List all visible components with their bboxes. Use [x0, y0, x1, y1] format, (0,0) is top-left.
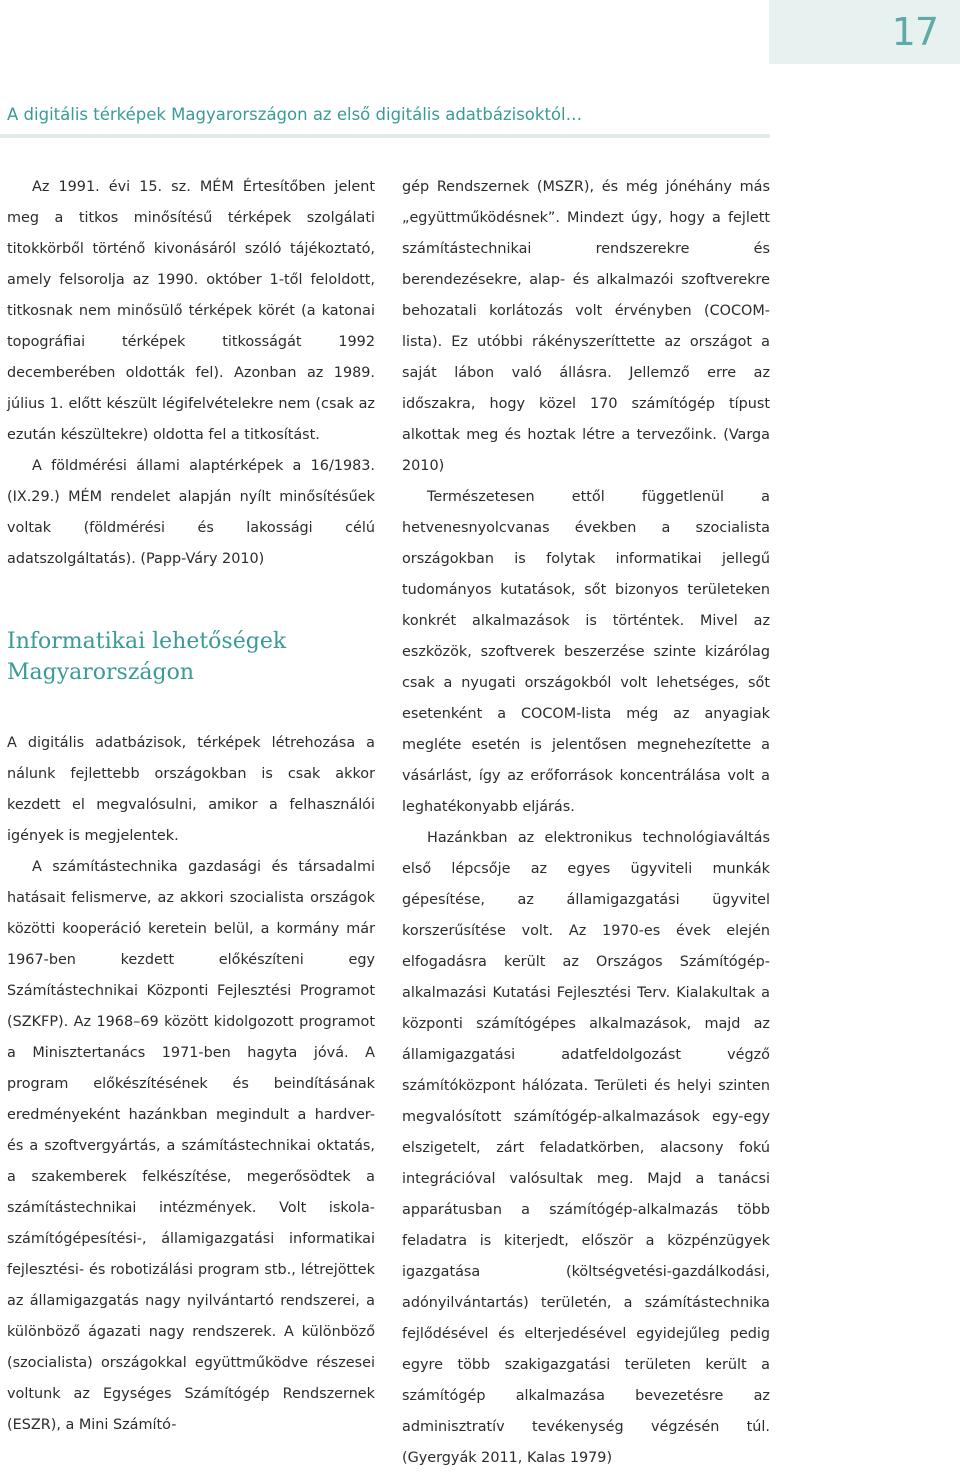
- spacer: [7, 575, 375, 626]
- left-paragraph-3: A digitális adatbázisok, térképek létrehozása a nálunk fejlettebb országokban is csak akkor kezdett el megvalósulni, amikor a felhasználói igények is megjelentek.: [7, 735, 375, 844]
- left-column: [7, 172, 375, 1441]
- left-paragraph-1: Az 1991. évi 15. sz. MÉM Értesítőben jelent meg a titkos minősítésű térképek szolgálati titokkörből történő kivonásáról szóló tájékoztató, amely felsorolja az 1990. október 1-től feloldott, titkosnak nem minősülő térképek körét (a katonai topográfiai térképek titkosságát 1992 decemberében oldották fel). Azonban az 1989. július 1. előtt készült légifelvételekre nem (csak az ezután készültekre) oldotta fel a titkosítást.: [7, 179, 375, 443]
- section-heading-line-1: Informatikai lehetőségek: [7, 629, 287, 654]
- left-paragraph-4: A számítástechnika gazdasági és társadalmi hatásait felismerve, az akkori szocialista országok közötti kooperáció keretein belül, a kormány már 1967-ben kezdett előkészíteni egy Számítástechnikai Központi Fejlesztési Programot (SZKFP). Az 1968–69 között kidolgozott programot a Minisztertanács 1971-ben hagyta jóvá. A program előkészítésének és beindításának eredményeként hazánkban megindult a hardver- és a szoftvergyártás, a számítástechnikai oktatás, a szakemberek felkészítése, megerősödtek a számítástechnikai intézmények. Volt iskola-számítógépesítési-, államigazgatási informatikai fejlesztési- és robotizálási program stb., létrejöttek az államigazgatás nagy nyilvántartó rendszerei, a különböző ágazati nagy rendszerek. A különböző (szocialista) országokkal együttműködve részesei voltunk az Egységes Számítógép Rendszernek (ESZR), a Mini Számító-: [7, 859, 375, 1433]
- spacer: [7, 688, 375, 728]
- right-paragraph-1: gép Rendszernek (MSZR), és még jónéhány más „együttműködésnek”. Mindezt úgy, hogy a fejlett számítástechnikai rendszerekre és berendezésekre, alap- és alkalmazói szoftverekre behozatali korlátozás volt érvényben (COCOM-lista). Ez utóbbi rákényszeríttette az országot a saját lábon való állásra. Jellemző erre az időszakra, hogy közel 170 számítógép típust alkottak meg és hoztak létre a tervezőink. (Varga 2010): [402, 179, 770, 474]
- page-number: 17: [891, 10, 938, 54]
- section-heading: [7, 626, 375, 688]
- running-head: A digitális térképek Magyarországon az első digitális adatbázisoktól…: [7, 105, 583, 124]
- right-paragraph-2: Természetesen ettől függetlenül a hetvenesnyolcvanas években a szocialista országokban is folytak informatikai jellegű tudományos kutatások, sőt bizonyos területeken konkrét alkalmazások is történtek. Mivel az eszközök, szoftverek beszerzése szinte kizárólag csak a nyugati országokból volt lehetséges, sőt esetenként a COCOM-lista még az anyagiak megléte esetén is jelentősen megnehezítette a vásárlást, így az erőforrások koncentrálása volt a leghatékonyabb eljárás.: [402, 489, 770, 815]
- section-heading-line-2: Magyarországon: [7, 660, 195, 685]
- right-paragraph-3: Hazánkban az elektronikus technológiaváltás első lépcsője az egyes ügyviteli munkák gépesítése, az államigazgatási ügyvitel korszerűsítése volt. Az 1970-es évek elején elfogadásra került az Országos Számítógép-alkalmazási Kutatási Fejlesztési Terv. Kialakultak a központi számítógépes alkalmazások, majd az államigazgatási adatfeldolgozást végző számítóközpont hálózata. Területi és helyi szinten megvalósított számítógép-alkalmazások egy-egy elszigetelt, zárt feladatkörben, alacsony fokú integrációval valósultak meg. Majd a tanácsi apparátusban a számítógép-alkalmazás több feladatra is kiterjedt, először a közpénzügyek igazgatása (költségvetési-gazdálkodási, adónyilvántartás) területén, a számítástechnika fejlődésével és elterjedésével egyidejűleg pedig egyre több szakigazgatási területen került a számítógép alkalmazása bevezetésre az adminisztratív tevékenység végzésén túl. (Gyergyák 2011, Kalas 1979): [402, 830, 770, 1466]
- right-column: [402, 172, 770, 1474]
- left-paragraph-2: A földmérési állami alaptérképek a 16/1983. (IX.29.) MÉM rendelet alapján nyílt minősítésűek voltak (földmérési és lakossági célú adatszolgáltatás). (Papp-Váry 2010): [7, 458, 375, 567]
- running-head-rule: [0, 134, 770, 138]
- page-number-box: [769, 0, 960, 64]
